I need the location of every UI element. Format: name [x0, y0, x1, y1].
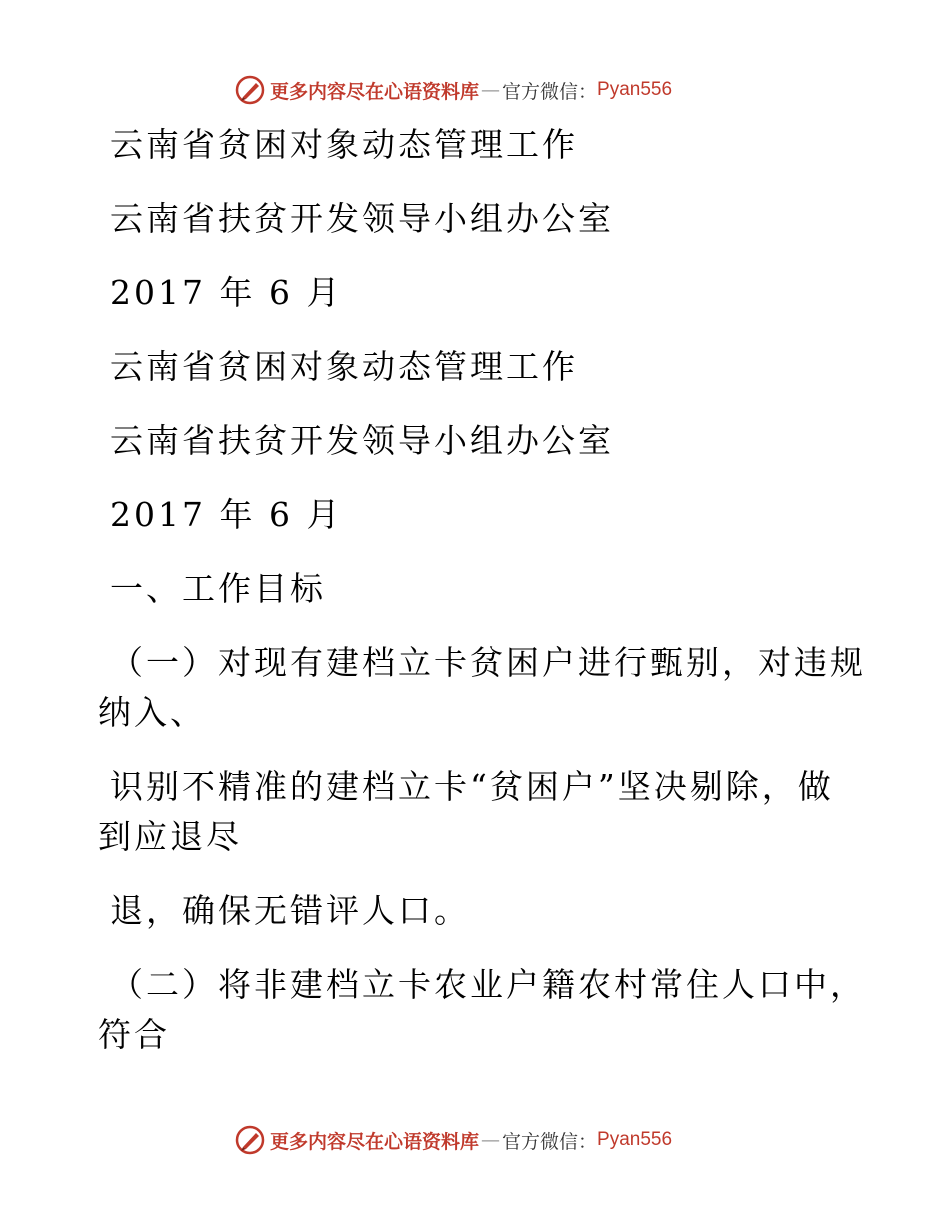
paragraph-line: （一）对现有建档立卡贫困户进行甄别，对违规: [110, 643, 866, 682]
pen-logo-icon: [234, 1124, 266, 1156]
header-watermark: [234, 72, 794, 108]
doc-date-line: 2017 年 6 月: [110, 495, 343, 534]
doc-title-line: 云南省贫困对象动态管理工作: [110, 347, 578, 386]
doc-title-line: 云南省贫困对象动态管理工作: [110, 125, 578, 164]
watermark-wechat-id: Pyan556: [597, 1129, 673, 1150]
watermark-wechat-label: 官方微信：: [502, 1130, 598, 1153]
paragraph-line: 到应退尽: [98, 817, 242, 856]
pen-logo-icon: [234, 74, 266, 106]
footer-watermark: [234, 1122, 794, 1158]
doc-issuer-line: 云南省扶贫开发领导小组办公室: [110, 421, 614, 460]
watermark-wechat-label: 官方微信：: [502, 80, 598, 103]
paragraph-line: （二）将非建档立卡农业户籍农村常住人口中，: [110, 965, 866, 1004]
watermark-wechat-id: Pyan556: [597, 79, 673, 100]
document-body: [98, 120, 866, 1060]
watermark-dash: —: [481, 1129, 501, 1151]
doc-issuer-line: 云南省扶贫开发领导小组办公室: [110, 199, 614, 238]
paragraph-line: 纳入、: [98, 693, 206, 732]
paragraph-line: 识别不精准的建档立卡“贫困户”坚决剔除，做: [110, 767, 834, 806]
watermark-brand: 更多内容尽在心语资料库: [270, 80, 480, 103]
doc-date-line: 2017 年 6 月: [110, 273, 343, 312]
paragraph-line: 退，确保无错评人口。: [110, 891, 470, 930]
section-heading: 一、工作目标: [110, 569, 326, 608]
watermark-dash: —: [481, 79, 501, 101]
watermark-brand: 更多内容尽在心语资料库: [270, 1130, 480, 1153]
paragraph-line: 符合: [98, 1015, 170, 1054]
